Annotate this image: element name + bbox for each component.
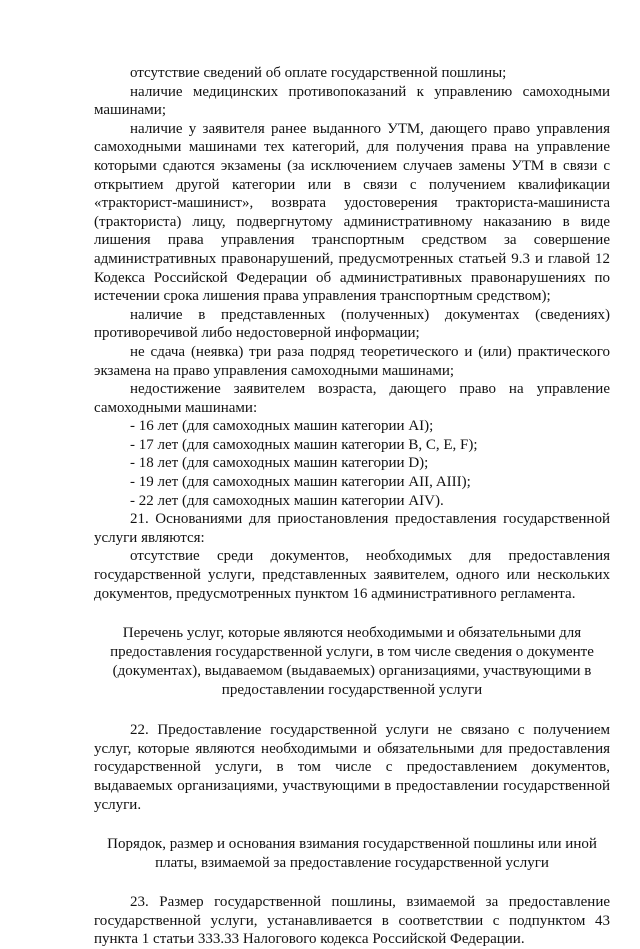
list-item: - 18 лет (для самоходных машин категории D); — [130, 455, 429, 472]
spacer — [94, 873, 610, 893]
section-21-text: отсутствие среди документов, необходимых для предоставления государственной услуги, представленных заявителем, одного или нескольких документов, предусмотренных пунктом 16 административного регламента. — [94, 548, 610, 602]
paragraph-existing-utm: наличие у заявителя ранее выданного УТМ, дающего право управления самоходными машинами тех категорий, для получения права на управление которыми сдаются экзамены (за исключением случаев замены УТМ в связи с открытием другой категории или в связи с получением квалификации «тракторист-машинист», возврата удостоверения тракториста-машиниста (тракториста) лицу, подвергнутому административному наказанию в виде лишения права управления транспортным средством за совершение административных правонарушений, предусмотренных статьей 9.3 и главой 12 Кодекса Российской Федерации об административных правонарушениях по истечении срока лишения права управления транспортным средством); — [94, 120, 610, 305]
document-body — [94, 64, 610, 949]
list-item: - 16 лет (для самоходных машин категории AI); — [130, 418, 434, 435]
heading-necessary-services: Перечень услуг, которые являются необходимыми и обязательными для предоставления государственной услуги, в том числе сведения о документе (документах), выдаваемом (выдаваемых) организациями, участвующими в предоставлении государственной услуги — [110, 625, 594, 699]
section-22-text: 22. Предоставление государственной услуги не связано с получением услуг, которые являются необходимыми и обязательными для предоставления государственной услуги, в том числе с предоставлением документов, выдаваемых организациями, участвующими в предоставлении государственной услуги. — [94, 722, 610, 813]
list-item: - 22 лет (для самоходных машин категории AIV). — [130, 492, 444, 509]
section-21-title: 21. Основаниями для приостановления предоставления государственной услуги являются: — [94, 511, 610, 546]
list-item: - 19 лет (для самоходных машин категории AII, AIII); — [130, 474, 471, 491]
paragraph-age-requirement: недостижение заявителем возраста, дающего право на управление самоходными машинами: — [94, 381, 610, 416]
age-list — [94, 417, 610, 510]
heading-state-fee: Порядок, размер и основания взимания государственной пошлины или иной платы, взимаемой за предоставление государственной услуги — [107, 836, 597, 872]
paragraph-medical-contraindications: наличие медицинских противопоказаний к управлению самоходными машинами; — [94, 83, 610, 119]
paragraph-exam-failure: не сдача (неявка) три раза подряд теоретического и (или) практического экзамена на право управления самоходными машинами; — [94, 343, 610, 379]
spacer — [94, 603, 610, 624]
section-23-text: 23. Размер государственной пошлины, взимаемой за предоставление государственной услуги, устанавливается в соответствии с подпунктом 43 пункта 1 статьи 333.33 Налогового кодекса Российской Федерации. — [94, 894, 610, 948]
list-item: - 17 лет (для самоходных машин категории B, C, E, F); — [130, 436, 478, 453]
spacer — [94, 700, 610, 721]
spacer — [94, 814, 610, 835]
paragraph-contradictory-info: наличие в представленных (полученных) документах (сведениях) противоречивой либо недостоверной информации; — [94, 306, 610, 342]
paragraph-no-fee-info: отсутствие сведений об оплате государственной пошлины; — [130, 65, 507, 81]
